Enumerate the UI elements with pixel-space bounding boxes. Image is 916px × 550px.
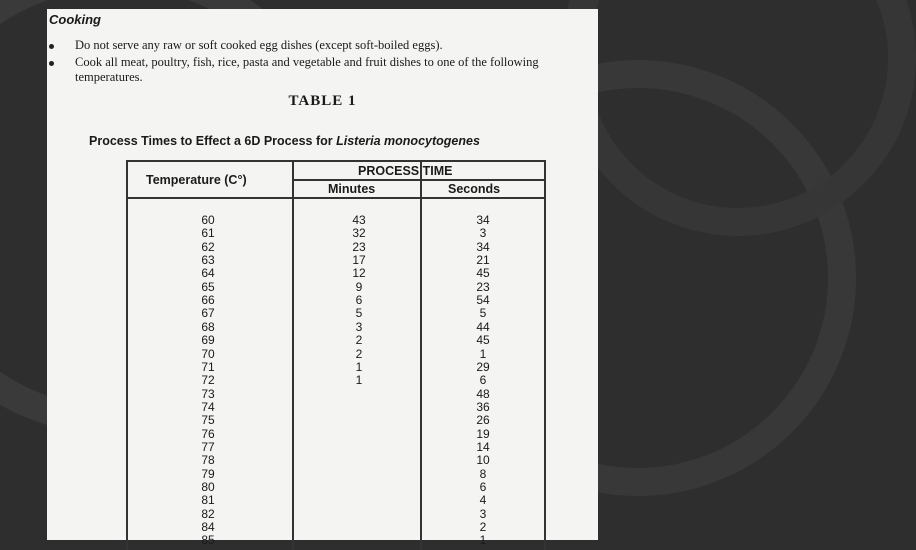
table-row xyxy=(128,534,544,547)
minutes-cell: 43 xyxy=(352,213,366,227)
temperature-cell: 68 xyxy=(201,319,215,334)
temperature-cell: 71 xyxy=(201,359,215,374)
bullet-text: Cook all meat, poultry, fish, rice, pasta and vegetable and fruit dishes to one of the following temperatures. xyxy=(75,55,539,84)
temperature-cell: 64 xyxy=(201,266,215,281)
seconds-cell: 19 xyxy=(476,426,490,441)
table-row xyxy=(128,481,544,494)
table-row xyxy=(128,227,544,240)
table-row xyxy=(128,468,544,481)
minutes-cell: 1 xyxy=(355,373,363,388)
table-divider xyxy=(128,197,544,199)
table-divider xyxy=(292,179,544,181)
minutes-cell: 23 xyxy=(352,239,366,254)
temperature-cell: 85 xyxy=(201,533,215,548)
table-row xyxy=(128,334,544,347)
seconds-cell: 1 xyxy=(479,533,487,548)
table-row xyxy=(128,428,544,441)
table-row xyxy=(128,214,544,227)
seconds-cell: 54 xyxy=(476,293,490,308)
minutes-cell: 12 xyxy=(352,266,366,281)
seconds-cell: 14 xyxy=(476,439,490,454)
document-page xyxy=(47,9,598,548)
header-minutes: Minutes xyxy=(328,182,376,196)
temperature-cell: 65 xyxy=(201,279,215,294)
seconds-cell: 2 xyxy=(479,520,487,535)
temperature-cell: 84 xyxy=(201,520,215,535)
seconds-cell: 26 xyxy=(476,413,490,428)
bullet-icon xyxy=(49,61,54,66)
temperature-cell: 60 xyxy=(201,213,215,227)
temperature-cell: 63 xyxy=(201,253,215,268)
seconds-cell: 4 xyxy=(479,493,487,508)
table-row xyxy=(128,294,544,307)
temperature-cell: 80 xyxy=(201,480,215,494)
temperature-cell: 69 xyxy=(201,333,215,348)
seconds-cell: 5 xyxy=(479,306,487,321)
table-row xyxy=(128,441,544,454)
table-row xyxy=(128,321,544,334)
temperature-cell: 82 xyxy=(201,506,215,521)
table-row xyxy=(128,348,544,361)
temperature-cell: 72 xyxy=(201,373,215,388)
temperature-cell: 62 xyxy=(201,239,215,254)
seconds-cell: 8 xyxy=(479,466,487,481)
seconds-cell: 21 xyxy=(476,253,490,268)
table-row xyxy=(128,401,544,414)
section-heading: Cooking xyxy=(49,12,101,27)
minutes-cell: 3 xyxy=(355,319,363,334)
table-row xyxy=(128,361,544,374)
subtitle-organism: Listeria monocytogenes xyxy=(336,134,480,148)
table-row xyxy=(128,267,544,280)
seconds-cell: 6 xyxy=(479,480,487,494)
minutes-cell: 9 xyxy=(355,279,363,294)
table-row xyxy=(128,494,544,507)
seconds-cell: 3 xyxy=(479,226,487,241)
bullet-text: Do not serve any raw or soft cooked egg dishes (except soft-boiled eggs). xyxy=(75,38,443,52)
table-row xyxy=(128,414,544,427)
minutes-cell: 5 xyxy=(355,306,363,321)
temperature-cell: 61 xyxy=(201,226,215,241)
seconds-cell: 48 xyxy=(476,386,490,401)
table-title: TABLE 1 xyxy=(288,93,357,109)
seconds-cell: 23 xyxy=(476,279,490,294)
temperature-cell: 77 xyxy=(201,439,215,454)
minutes-cell: 2 xyxy=(355,333,363,348)
temperature-cell: 70 xyxy=(201,346,215,361)
temperature-cell: 73 xyxy=(201,386,215,401)
table-row xyxy=(128,241,544,254)
temperature-cell: 66 xyxy=(201,293,215,308)
table-row xyxy=(128,508,544,521)
table-subtitle xyxy=(89,134,480,148)
table-row xyxy=(128,521,544,534)
table-row xyxy=(128,254,544,267)
table-row xyxy=(128,374,544,387)
process-time-table xyxy=(126,160,546,550)
table-row xyxy=(128,388,544,401)
temperature-cell: 78 xyxy=(201,453,215,468)
seconds-cell: 10 xyxy=(476,453,490,468)
header-seconds: Seconds xyxy=(448,182,501,196)
minutes-cell: 6 xyxy=(355,293,363,308)
table-row xyxy=(128,307,544,320)
minutes-cell: 17 xyxy=(352,253,366,268)
table-row xyxy=(128,454,544,467)
minutes-cell: 32 xyxy=(352,226,366,241)
seconds-cell: 34 xyxy=(476,213,490,227)
minutes-cell: 2 xyxy=(355,346,363,361)
temperature-cell: 81 xyxy=(201,493,215,508)
bullet-icon xyxy=(49,44,54,49)
temperature-cell: 75 xyxy=(201,413,215,428)
seconds-cell: 29 xyxy=(476,359,490,374)
header-process-time: PROCESS TIME xyxy=(358,164,453,178)
seconds-cell: 45 xyxy=(476,266,490,281)
seconds-cell: 45 xyxy=(476,333,490,348)
seconds-cell: 1 xyxy=(479,346,487,361)
seconds-cell: 34 xyxy=(476,239,490,254)
temperature-cell: 76 xyxy=(201,426,215,441)
table-row xyxy=(128,281,544,294)
seconds-cell: 44 xyxy=(476,319,490,334)
subtitle-prefix: Process Times to Effect a 6D Process for xyxy=(89,134,337,148)
seconds-cell: 36 xyxy=(476,399,490,414)
temperature-cell: 74 xyxy=(201,399,215,414)
seconds-cell: 6 xyxy=(479,373,487,388)
temperature-cell: 67 xyxy=(201,306,215,321)
header-temperature: Temperature (C°) xyxy=(146,173,247,187)
seconds-cell: 3 xyxy=(479,506,487,521)
minutes-cell: 1 xyxy=(355,359,363,374)
temperature-cell: 79 xyxy=(201,466,215,481)
